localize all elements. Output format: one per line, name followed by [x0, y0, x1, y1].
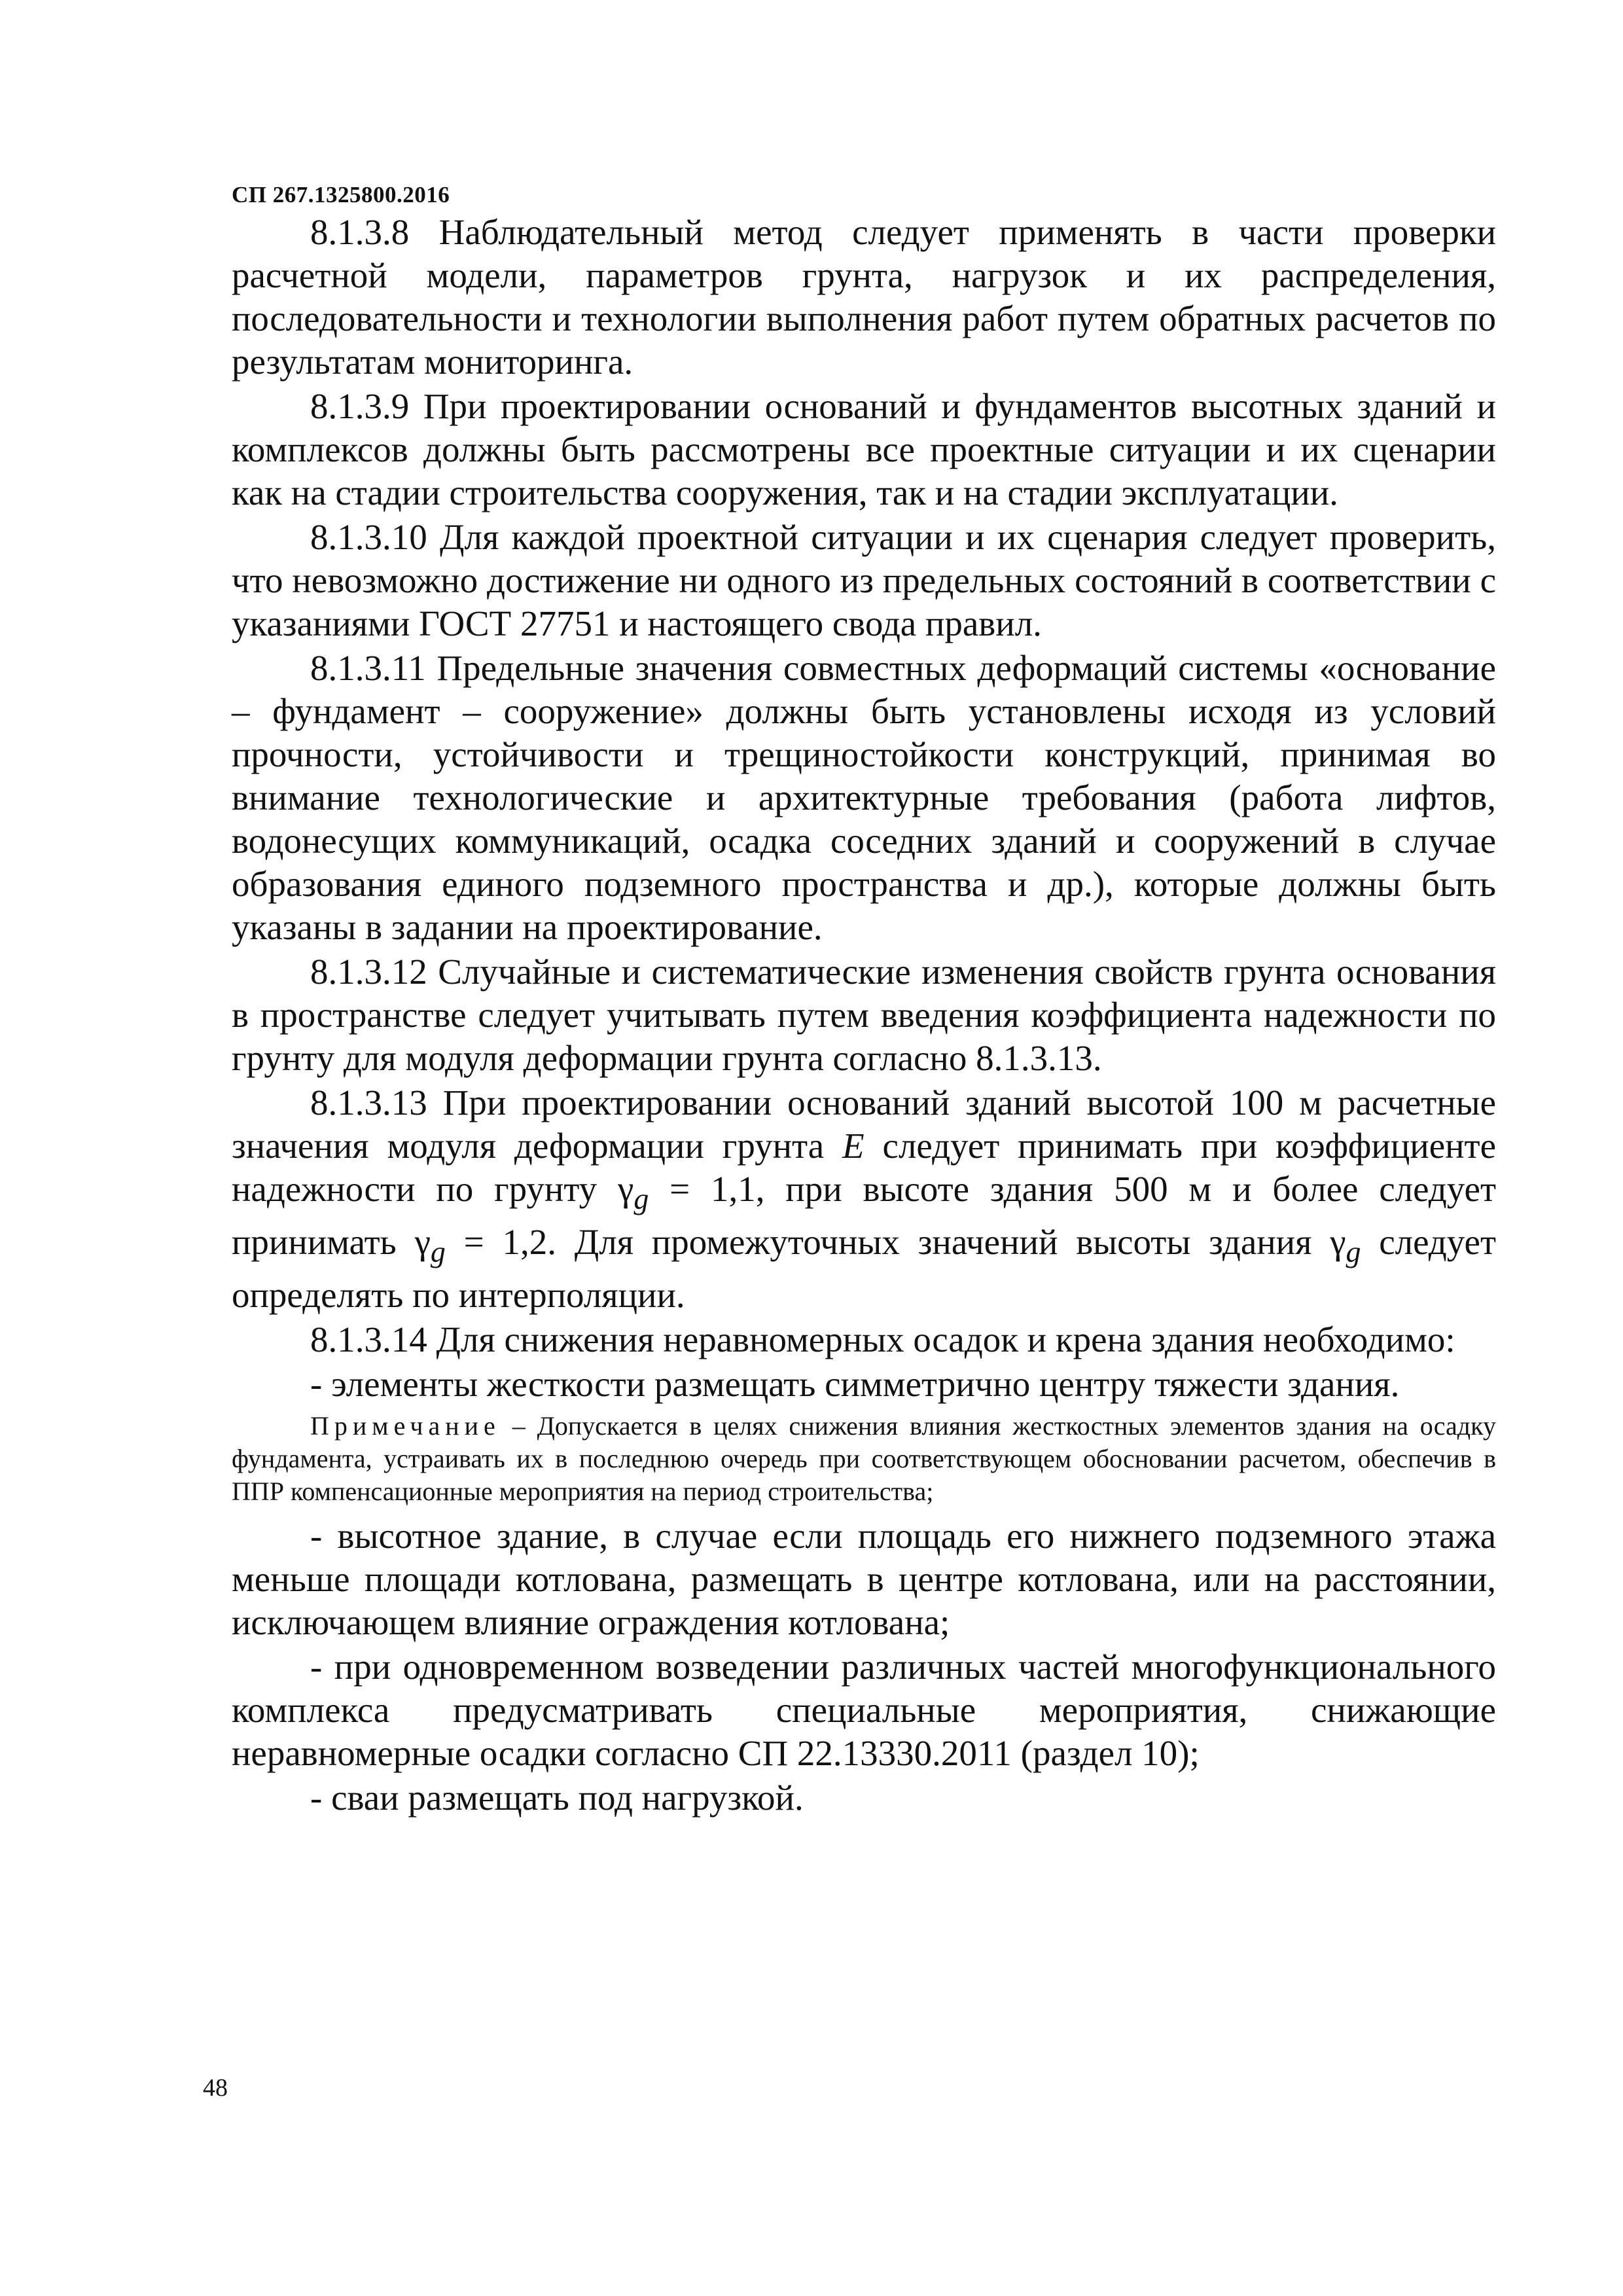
paragraph-8-1-3-10: 8.1.3.10 Для каждой проектной ситуации и их сценария следует проверить, что невозможно достижение ни одного из предельных состояний в соответствии с указаниями ГОСТ 27751 и настоящего свода правил.	[232, 517, 1496, 643]
gamma-subscript: g	[633, 1182, 649, 1215]
paragraph-8-1-3-13	[232, 1081, 1496, 1317]
list-item-piles: - сваи размещать под нагрузкой.	[310, 1778, 804, 1818]
p8-1-3-13-part-b: следует принимать при коэффициенте надежности по грунту	[232, 1126, 1496, 1209]
paragraph-8-1-3-8: 8.1.3.8 Наблюдательный метод следует применять в части проверки расчетной модели, параметров грунта, нагрузок и их распределения, последовательности и технологии выполнения работ путем обратных расчетов по результатам мониторинга.	[232, 212, 1496, 382]
p8-1-3-13-part-d: = 1,2. Для промежуточных значений высоты здания	[445, 1222, 1330, 1262]
p8-1-3-13-part-e: следует определять по интерполяции.	[232, 1222, 1496, 1315]
document-code-header: СП 267.1325800.2016	[232, 182, 450, 207]
note-block	[232, 1410, 1496, 1508]
modulus-symbol-e: E	[842, 1126, 865, 1166]
page-number: 48	[203, 2074, 228, 2102]
gamma-subscript: g	[1346, 1235, 1361, 1268]
gamma-symbol: γ	[414, 1222, 431, 1262]
paragraph-8-1-3-12: 8.1.3.12 Случайные и систематические изменения свойств грунта основания в пространстве следует учитывать путем введения коэффициента надежности по грунту для модуля деформации грунта согласно 8.1.3.13.	[232, 952, 1496, 1078]
list-item-stiffness: - элементы жесткости размещать симметрично центру тяжести здания.	[310, 1364, 1400, 1404]
note-label: Примечание	[310, 1411, 501, 1441]
list-item-simultaneous-construction: - при одновременном возведении различных частей многофункционального комплекса предусматривать специальные мероприятия, снижающие неравномерные осадки согласно СП 22.13330.2011 (раздел 10);	[232, 1647, 1496, 1773]
p8-1-3-13-part-a: 8.1.3.13 При проектировании оснований зданий высотой 100 м расчетные значения модуля деформации грунта	[232, 1083, 1496, 1166]
paragraph-8-1-3-11: 8.1.3.11 Предельные значения совместных деформаций системы «основание – фундамент – сооружение» должны быть установлены исходя из условий прочности, устойчивости и трещиностойкости конструкций, принимая во внимание технологические и архитектурные требования (работа лифтов, водонесущих коммуникаций, осадка соседних зданий и сооружений в случае образования единого подземного пространства и др.), которые должны быть указаны в задании на проектирование.	[232, 648, 1496, 947]
gamma-symbol: γ	[618, 1169, 634, 1209]
gamma-subscript: g	[430, 1235, 446, 1268]
paragraph-8-1-3-14: 8.1.3.14 Для снижения неравномерных осадок и крена здания необходимо:	[310, 1319, 1455, 1359]
gamma-symbol: γ	[1330, 1222, 1346, 1262]
list-item-high-rise-placement: - высотное здание, в случае если площадь его нижнего подземного этажа меньше площади котлована, размещать в центре котлована, или на расстоянии, исключающем влияние ограждения котлована;	[232, 1516, 1496, 1642]
p8-1-3-13-part-c: = 1,1, при высоте здания 500 м и более следует принимать	[232, 1169, 1497, 1262]
document-body	[232, 211, 1496, 1821]
paragraph-8-1-3-9: 8.1.3.9 При проектировании оснований и фундаментов высотных зданий и комплексов должны быть рассмотрены все проектные ситуации и их сценарии как на стадии строительства сооружения, так и на стадии эксплуатации.	[232, 386, 1496, 512]
note-text: – Допускается в целях снижения влияния жесткостных элементов здания на осадку фундамента, устраивать их в последнюю очередь при соответствующем обосновании расчетом, обеспечив в ППР компенсационные мероприятия на период строительства;	[232, 1411, 1496, 1506]
